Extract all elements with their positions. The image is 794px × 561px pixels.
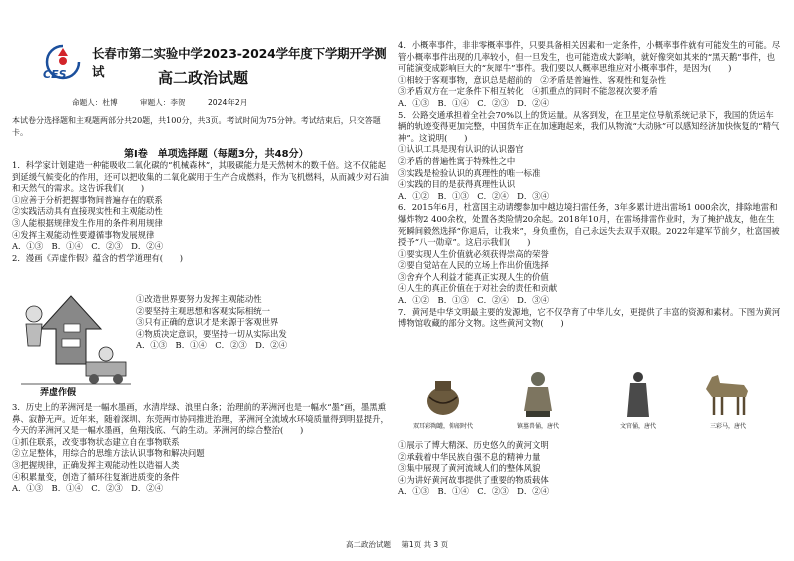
artifact-label: 镇墓兽俑，唐代 [516, 423, 559, 430]
option: ①抓住联系，改变事物状态建立自在事物联系 [12, 436, 180, 447]
option: ③把握规律，正确发挥主观能动性以造福人类 [12, 459, 180, 470]
question-1 [12, 160, 390, 264]
option: ②要坚持主观思想和客观实际相统一 [136, 305, 270, 316]
footer-title: 高二政治试题 [345, 540, 391, 549]
option: ②要自觉站在人民的立场上作出价值选择 [398, 260, 549, 271]
answer-choices: A．①③ B．①④ C．②③ D．②④ [398, 486, 549, 497]
artifact [408, 375, 478, 430]
reviewer: 审题人：李贺 [139, 98, 186, 107]
option: ③舍弃个人利益才能真正实现人生的价值 [398, 271, 549, 282]
answer-choices: A．①② B．①③ C．②④ D．③④ [398, 190, 549, 201]
question-7-options [398, 440, 782, 498]
artifact [503, 369, 573, 430]
tomb-guardian-icon [518, 369, 558, 419]
option: ③只有正确的意识才是来源于客观世界 [136, 317, 279, 328]
option: ④抓重点的同时不能忽视次要矛盾 [532, 86, 658, 97]
option: ②立足整体，用综合的思维方法认识事物和解决问题 [12, 448, 205, 459]
option: ③实践是检验认识的真理性的唯一标准 [398, 167, 541, 178]
artifact-images [408, 375, 778, 447]
option: ②承载着中华民族自强不息的精神力量 [398, 451, 541, 462]
option: ④实践的目的是获得真理性认识 [398, 179, 516, 190]
answer-choices: A．①③ B．①④ C．②③ D．②④ [12, 241, 163, 252]
option: ④人生的真正价值在于对社会的责任和贡献 [398, 283, 558, 294]
option: ①要实现人生价值就必须获得崇高的荣誉 [398, 248, 549, 259]
pottery-jar-icon [423, 375, 463, 419]
answer-choices: A．①③ B．①④ C．②③ D．②④ [398, 97, 549, 108]
answer-choices: A．①③ B．①④ C．②③ D．②④ [136, 340, 287, 351]
option-row [398, 86, 782, 98]
artifact-label: 双耳彩陶罐，仰韶时代 [412, 423, 473, 430]
section-title: 第Ⅰ卷 单项选择题（每题3分，共48分） [124, 149, 309, 160]
option: ②实践活动具有直接现实性和主观能动性 [12, 206, 163, 217]
official-figurine-icon [623, 369, 653, 419]
option: ④物质决定意识，要坚持一切从实际出发 [136, 328, 287, 339]
option: ④发挥主观能动性要遵循事物发展规律 [12, 229, 155, 240]
option: ③矛盾双方在一定条件下相互转化 [398, 86, 524, 97]
question-stem: 3．历史上的茅洲河是一幅水墨画，水清岸绿、浪里白条；治理前的茅洲河也是一幅水“墨”画，墨黑熏鼻、寂静无声。近年来，随着深圳、东莞两市协同推进治理，茅洲河全流域水环境质量得到明显提升，今天的茅洲河又是一幅水墨画，鱼翔浅底、气韵生动。茅洲河的综合整治( ) [12, 402, 389, 436]
artifact [688, 367, 768, 430]
artifact [608, 369, 668, 430]
exam-subject: 高二政治试题 [158, 69, 249, 87]
logo-text: CES [43, 68, 67, 81]
option: ④为讲好黄河故事提供了重要的物质载体 [398, 474, 549, 485]
question-stem: 7．黄河是中华文明最主要的发源地，它不仅孕育了中华儿女，更提供了丰富的资源和素材。下图为黄河博物馆收藏的部分文物。这些黄河文物( ) [398, 306, 781, 329]
page-footer [0, 539, 794, 550]
option: ③人能根据规律发生作用的条件利用规律 [12, 217, 163, 228]
cartoon-illustration [16, 284, 134, 390]
option: ①改造世界要努力发挥主观能动性 [136, 294, 262, 304]
tricolor-horse-icon [698, 367, 758, 419]
question-stem: 5．公路交通承担着全社会70%以上的货运量。从客到发，在卫星定位导航系统记录下，我国的货运车辆的轨迹变得更加完整，中国货车正在加速跑起来，我们从物流“大动脉”可以感知经济加快恢复的“精气神”。这说明( ) [398, 109, 780, 143]
option-row [398, 75, 782, 87]
option: ①相较于客观事物，意识总是超前的 [398, 74, 532, 85]
school-name: 长春市第二实验中学2023-2024学年度下学期开学测试 [92, 46, 387, 79]
question-4 [398, 40, 782, 330]
cartoon-caption: 弄虚作假 [40, 388, 77, 398]
exam-notice: 本试卷分选择题和主观题两部分共20题，共100分，共3页。考试时间为75分钟。考试结束后，只交答题卡。 [12, 116, 381, 137]
option: ①应善于分析把握事物间普遍存在的联系 [12, 194, 163, 205]
option: ②矛盾的普遍性寓于特殊性之中 [398, 155, 516, 166]
answer-choices: A．①③ B．①④ C．②③ D．②④ [12, 483, 163, 494]
question-stem: 1．科学家计划建造一种能吸收二氧化碳的“机械森林”，其吸碳能力是天然树木的数千倍。这不仅能起到延缓气候变化的作用，还可以把收集的二氧化碳用于生产合成燃料，作为飞机燃料，从而减少对石油和天然气的需求。这告诉我们( ) [12, 160, 389, 194]
answer-choices: A．①② B．①③ C．②④ D．③④ [398, 295, 549, 306]
artifact-label: 文官俑，唐代 [619, 423, 656, 430]
question-stem: 6．2015年6月，杜富国主动请缨参加中越边境扫雷任务，3年多累计进出雷场1 000余次，排除地雷和爆炸物2 400余枚，处置各类险情20余起。2018年10月，在雷场排雷作业时，为了掩护战友，他在生死瞬间毅然选择“你退后，让我来”，身负重伤，自己永远失去双手双眼。2022年建军节前夕，杜富国被授予“八一勋章”。这启示我们( ) [398, 202, 780, 248]
question-stem: 4．小概率事件，非非零概率事件，只要具备相关因素和一定条件，小概率事件就有可能发生的可能。尽管小概率事件出现的几率较小，但一旦发生，也可能造成大影响，就好像突如其来的“黑天鹅”事件，也可能演变成影响巨大的“灰犀牛”事件。我们要以人概率思维应对小概率事件，是因为( ) [398, 40, 781, 74]
option: ②矛盾是普遍性、客观性和复杂性 [540, 74, 666, 85]
option: ④积累量变，创造了循环往复渐进质变的条件 [12, 471, 180, 482]
page-number: 第1页 共 3 页 [401, 540, 449, 549]
question-2-options [136, 294, 386, 352]
question-stem: 2．漫画《弄虚作假》蕴含的哲学道理有( ) [12, 252, 183, 263]
exam-meta [72, 97, 267, 108]
option: ③集中展现了黄河流域人们的整体风貌 [398, 463, 541, 474]
question-3 [12, 402, 390, 495]
artifact-label: 三彩马，唐代 [709, 423, 746, 430]
exam-date: 2024年2月 [207, 98, 248, 107]
option: ①认识工具是现有认识的认识器官 [398, 144, 524, 155]
author: 命题人：杜博 [72, 98, 118, 107]
option: ①展示了博大精深、历史悠久的黄河文明 [398, 440, 549, 450]
